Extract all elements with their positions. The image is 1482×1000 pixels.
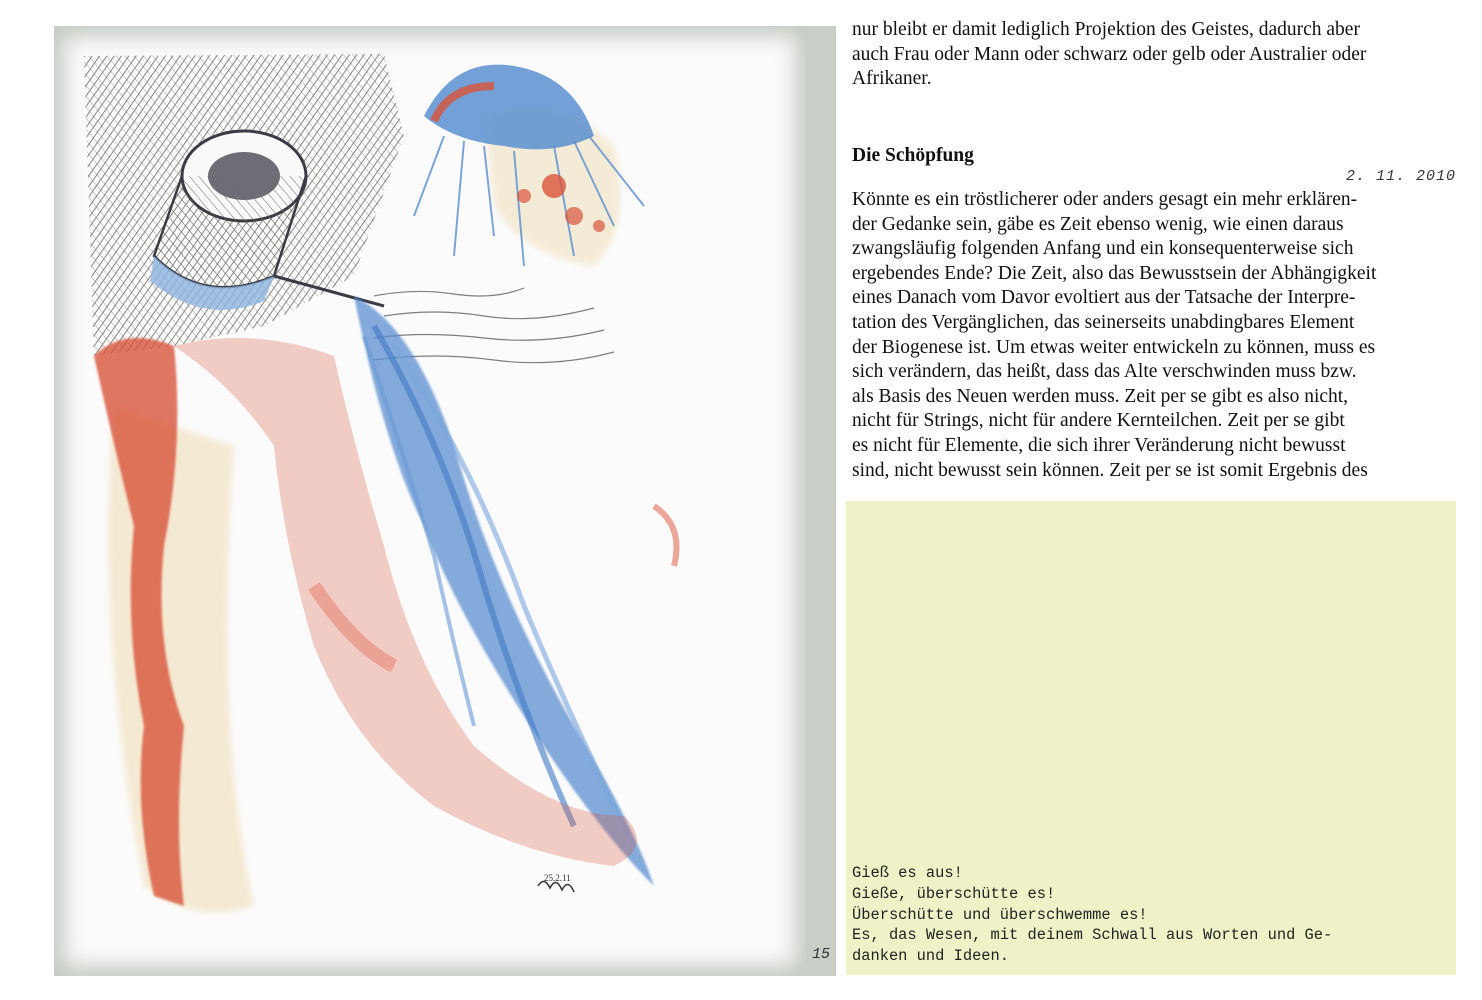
poem [852, 863, 1332, 967]
section-date: 2. 11. 2010 [1345, 168, 1456, 185]
section-body [852, 188, 1457, 483]
text-line: zwangsläufig folgenden Anfang und ein konsequenterweise sich [852, 238, 1354, 260]
page-number: 15 [812, 946, 831, 963]
text-line: Afrikaner. [852, 68, 932, 90]
text-line: eines Danach vom Davor evoltiert aus der Tatsache der Interpre- [852, 287, 1356, 309]
artwork-paper [54, 26, 806, 976]
poem-line: Es, das Wesen, mit deinem Schwall aus Worten und Ge- [852, 926, 1333, 945]
text-line: es nicht für Elemente, die sich ihrer Veränderung nicht bewusst [852, 434, 1346, 456]
section-title: Die Schöpfung [852, 145, 974, 166]
text-line: als Basis des Neuen werden muss. Zeit per se gibt es also nicht, [852, 385, 1349, 407]
intro-paragraph [852, 18, 1457, 92]
text-line: sind, nicht bewusst sein können. Zeit per se ist somit Ergebnis des [852, 459, 1368, 481]
signature-date: 25.2.11 [544, 873, 571, 883]
text-line: nicht für Strings, nicht für andere Kernteilchen. Zeit per se gibt [852, 410, 1345, 432]
poem-box [846, 501, 1456, 975]
text-line: der Biogenese ist. Um etwas weiter entwickeln zu können, muss es [852, 336, 1376, 358]
text-line: ergebendes Ende? Die Zeit, also das Bewusstsein der Abhängigkeit [852, 262, 1377, 284]
text-line: nur bleibt er damit lediglich Projektion des Geistes, dadurch aber [852, 19, 1360, 40]
poem-line: danken und Ideen. [852, 947, 1010, 966]
poem-line: Überschütte und überschwemme es! [852, 905, 1148, 924]
text-line: Könnte es ein tröstlicherer oder anders gesagt ein mehr erklären- [852, 189, 1358, 210]
poem-line: Gieße, überschütte es! [852, 884, 1056, 903]
poem-line: Gieß es aus! [852, 864, 963, 883]
watercolor-painting-icon [54, 26, 806, 976]
text-line: der Gedanke sein, gäbe es Zeit ebenso wenig, wie einen daraus [852, 213, 1344, 235]
text-line: tation des Vergänglichen, das seinerseits unabdingbares Element [852, 311, 1355, 333]
text-line: sich verändern, das heißt, dass das Alte verschwinden muss bzw. [852, 361, 1357, 383]
text-line: auch Frau oder Mann oder schwarz oder gelb oder Australier oder [852, 43, 1367, 65]
artist-signature [538, 881, 574, 892]
artwork-frame [54, 26, 836, 976]
